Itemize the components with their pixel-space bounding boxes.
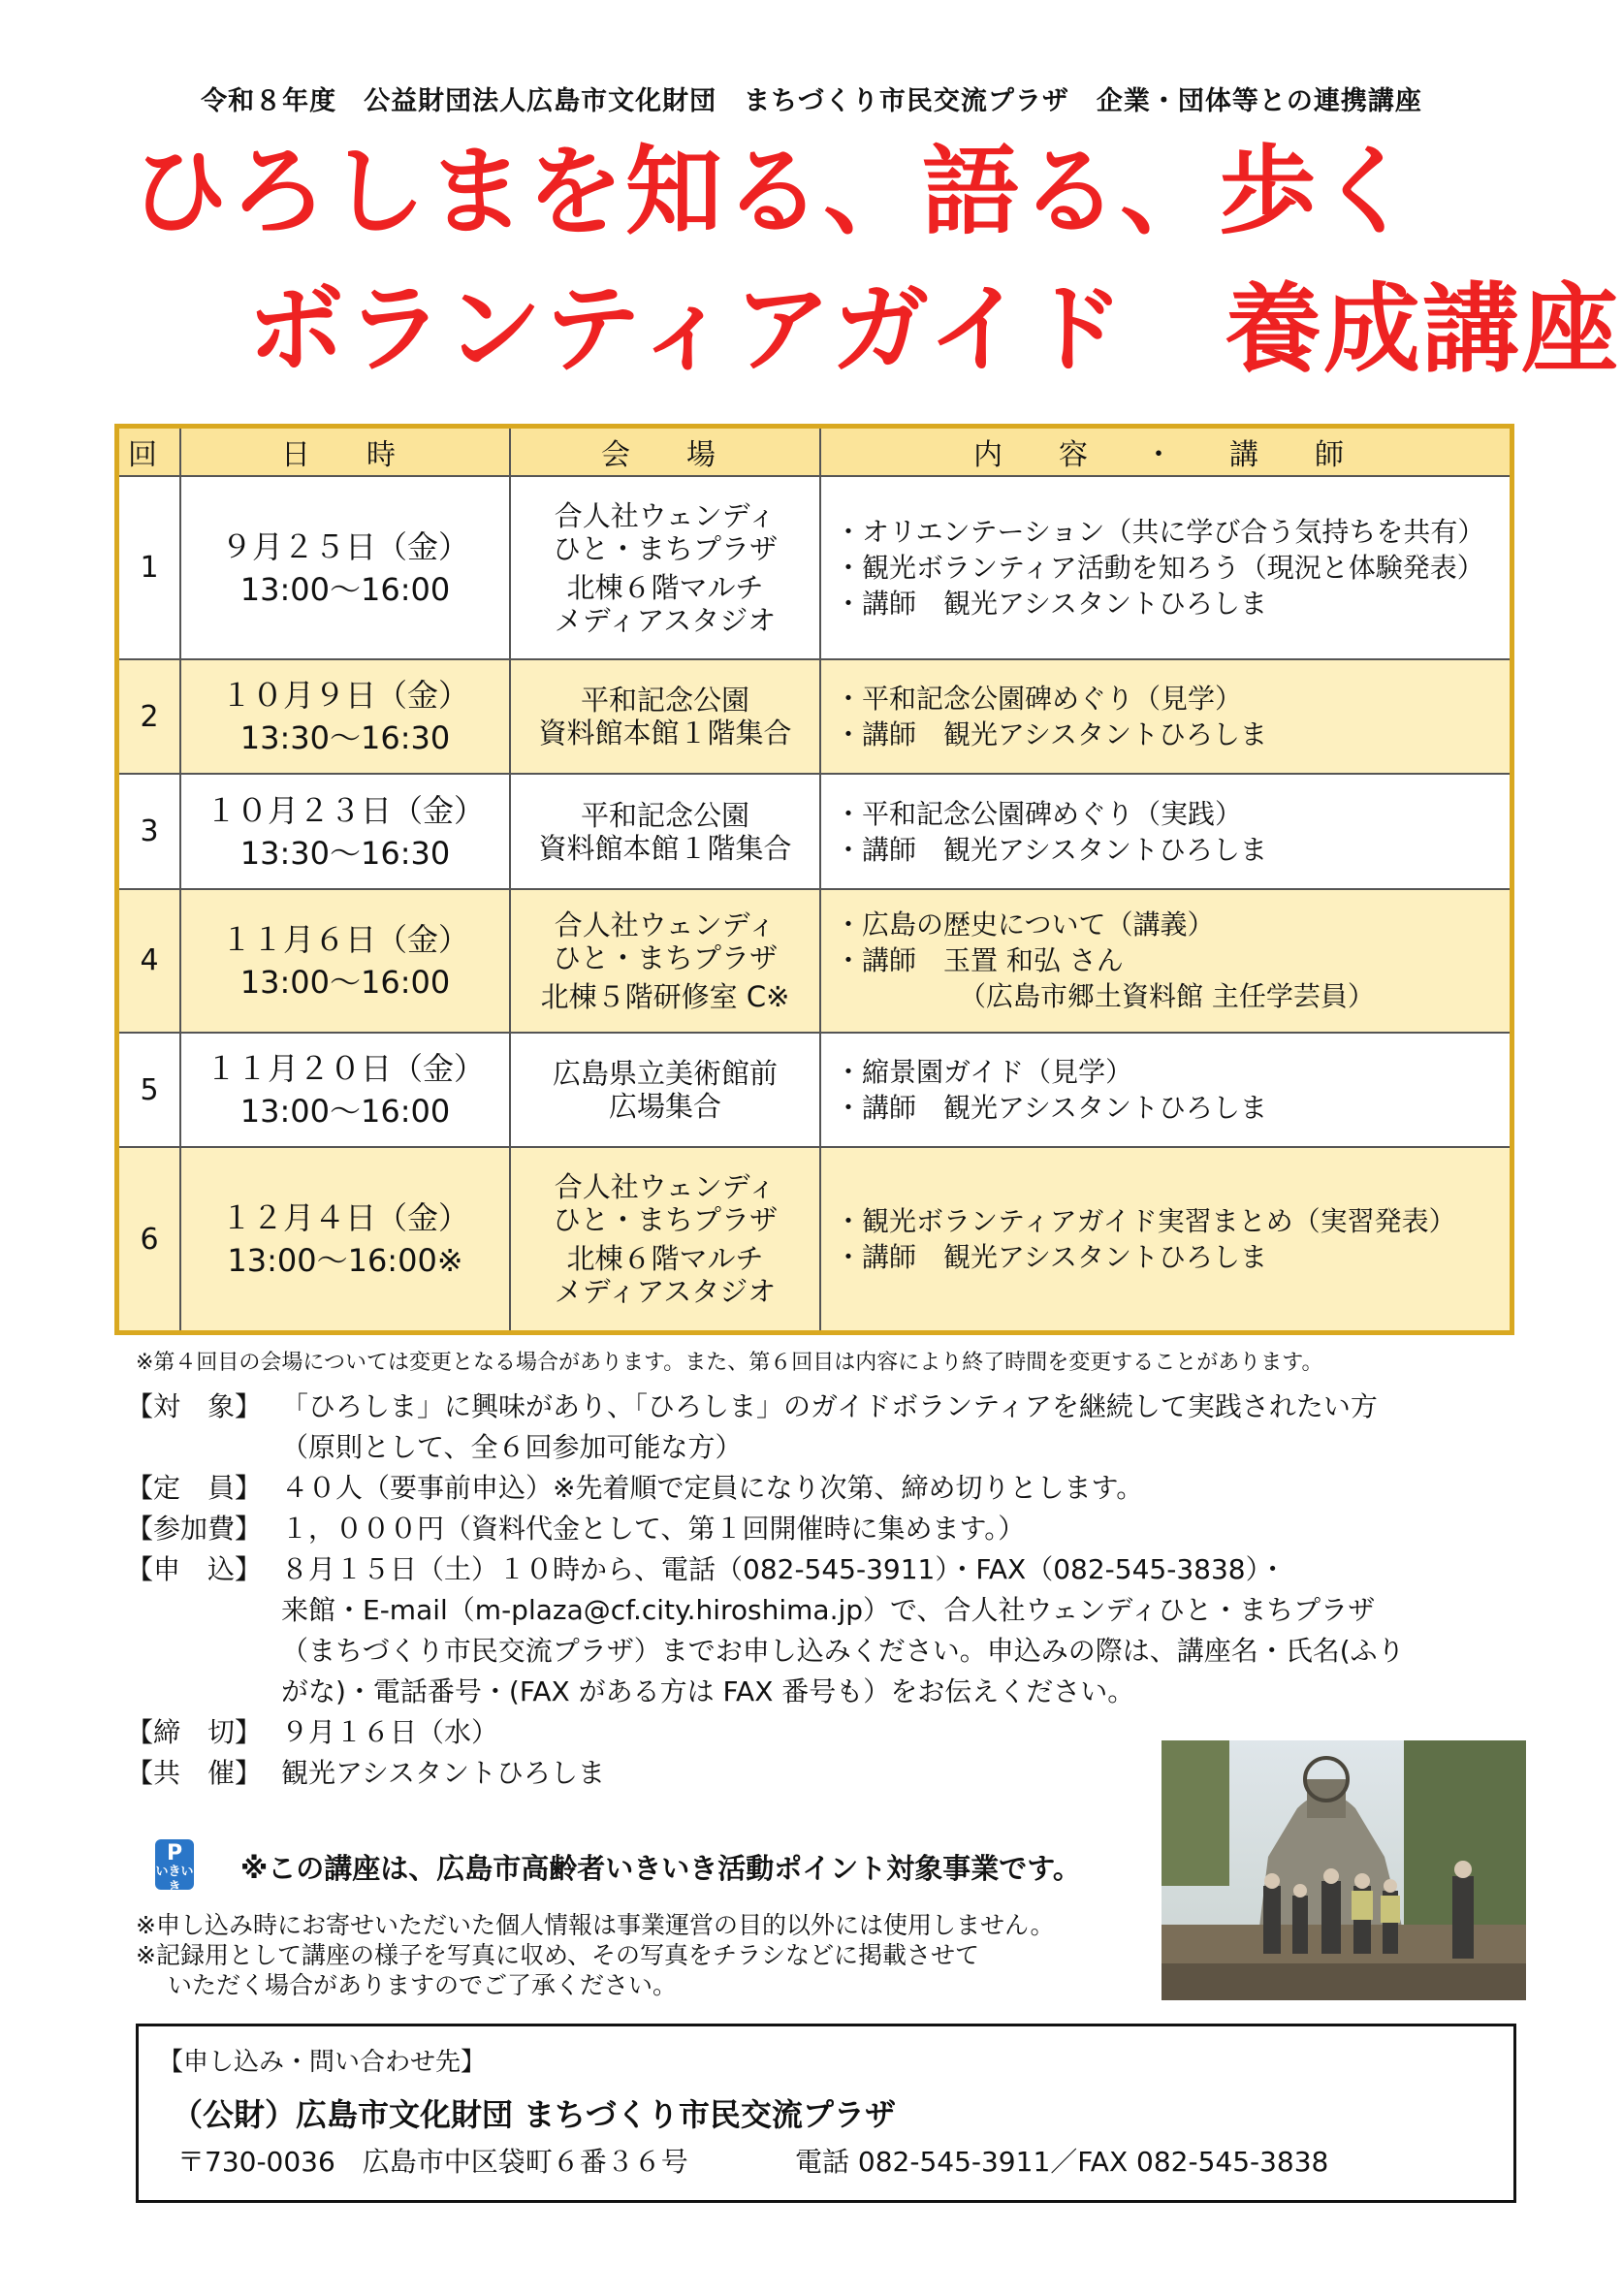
- session-time: 13:30～16:30: [239, 719, 451, 757]
- session-number: 5: [117, 1033, 181, 1147]
- table-row: [117, 659, 1512, 774]
- info-row-apply-cont: [126, 1672, 1522, 1712]
- session-venue: [510, 1033, 820, 1147]
- session-time: 13:00～16:00: [239, 570, 451, 608]
- point-program-note: ※この講座は、広島市高齢者いきいき活動ポイント対象事業です。: [240, 1852, 1081, 1885]
- table-row: [117, 774, 1512, 888]
- info-value: ４０人（要事前申込）※先着順で定員になり次第、締め切りとします。: [281, 1472, 1144, 1504]
- info-row-apply-cont: [126, 1631, 1522, 1672]
- info-value: 「ひろしま」に興味があり、「ひろしま」のガイドボランティアを継続して実践されたい方: [281, 1390, 1378, 1422]
- info-value: 来館・E-mail（m-plaza@cf.city.hiroshima.jp）で、合人社ウェンディひと・まちプラザ: [281, 1594, 1376, 1626]
- note-line: いただく場合がありますのでご了承ください。: [168, 1971, 678, 1999]
- venue-line: メディアスタジオ: [554, 1275, 777, 1309]
- atomic-bomb-dome-photo: [1162, 1740, 1526, 2000]
- venue-line: 合人社ウェンディ: [554, 908, 777, 941]
- venue-line: 北棟６階マルチ: [566, 570, 764, 604]
- venue-line: 資料館本館１階集合: [538, 831, 792, 865]
- session-datetime: [180, 1147, 510, 1332]
- content-line: ・講師 観光アシスタントひろしま: [835, 588, 1268, 621]
- privacy-notes: [136, 1910, 1054, 2000]
- venue-line: 平和記念公園: [580, 684, 749, 718]
- session-date: ９月２５日（金）: [220, 527, 469, 565]
- table-row: [117, 1147, 1512, 1332]
- info-value: 観光アシスタントひろしま: [281, 1757, 606, 1789]
- top-header-line: 令和８年度 公益財団法人広島市文化財団 まちづくり市民交流プラザ 企業・団体等との連携講座: [201, 86, 1422, 116]
- session-content: [820, 1033, 1512, 1147]
- content-line: ・講師 観光アシスタントひろしま: [835, 1241, 1268, 1274]
- session-venue: [510, 1147, 820, 1332]
- session-datetime: [180, 774, 510, 888]
- contact-box: [136, 2024, 1516, 2203]
- session-content: [820, 476, 1512, 659]
- venue-line: ひと・まちプラザ: [552, 531, 778, 565]
- contact-phone: 電話 082-545-3911／FAX 082-545-3838: [795, 2146, 1329, 2178]
- content-line: ・オリエンテーション（共に学び合う気持ちを共有）: [835, 516, 1485, 549]
- venue-line: ひと・まちプラザ: [552, 1203, 778, 1237]
- content-line: ・縮景園ガイド（見学）: [835, 1056, 1133, 1089]
- content-line: ・観光ボランティアガイド実習まとめ（実習発表）: [835, 1205, 1456, 1238]
- session-datetime: [180, 476, 510, 659]
- info-value: １，０００円（資料代金として、第１回開催時に集めます。）: [281, 1513, 1026, 1545]
- content-line: ・平和記念公園碑めぐり（見学）: [835, 683, 1243, 716]
- info-value: （まちづくり市民交流プラザ）までお申し込みください。申込みの際は、講座名・氏名(ふり: [281, 1635, 1405, 1667]
- info-row-capacity: [126, 1468, 1522, 1509]
- info-label: 【参加費】: [126, 1513, 263, 1545]
- session-content: [820, 774, 1512, 888]
- info-label: 【対 象】: [126, 1390, 263, 1422]
- content-line: ・講師 観光アシスタントひろしま: [835, 718, 1268, 751]
- info-row-target-cont: [126, 1427, 1522, 1468]
- info-row-apply: [126, 1549, 1522, 1590]
- info-value: ９月１６日（水）: [281, 1716, 499, 1748]
- session-content: [820, 1147, 1512, 1332]
- note-line: ※記録用として講座の様子を写真に収め、その写真をチラシなどに掲載させて: [136, 1941, 979, 1969]
- ikiiki-point-icon: P いきいき: [155, 1841, 194, 1895]
- session-date: １０月９日（金）: [220, 677, 469, 715]
- info-row-target: [126, 1387, 1522, 1427]
- info-label: 【共 催】: [126, 1757, 263, 1789]
- session-datetime: [180, 1033, 510, 1147]
- content-line: ・平和記念公園碑めぐり（実践）: [835, 797, 1243, 830]
- header-content: 内 容 ・ 講 師: [820, 427, 1512, 477]
- info-row-apply-cont: [126, 1590, 1522, 1631]
- session-number: 1: [117, 476, 181, 659]
- main-title-line1: ひろしまを知る、語る、歩く: [131, 135, 1416, 248]
- content-line: （広島市郷土資料館 主任学芸員）: [959, 980, 1375, 1013]
- content-line: ・観光ボランティア活動を知ろう（現況と体験発表）: [835, 552, 1484, 585]
- session-venue: [510, 476, 820, 659]
- info-value: ８月１５日（土）１０時から、電話（082-545-3911）・FAX（082-545-3838）・: [281, 1553, 1287, 1585]
- info-label: 【定 員】: [126, 1472, 263, 1504]
- session-time: 13:00～16:00※: [227, 1242, 463, 1280]
- session-number: 3: [117, 774, 181, 888]
- table-row: [117, 889, 1512, 1033]
- main-title-line2: ボランティアガイド 養成講座: [247, 272, 1620, 386]
- session-venue: [510, 774, 820, 888]
- session-datetime: [180, 659, 510, 774]
- info-section: [126, 1387, 1522, 1794]
- session-date: １０月２３日（金）: [205, 791, 485, 829]
- header-venue: 会 場: [510, 427, 820, 477]
- info-row-fee: [126, 1509, 1522, 1549]
- session-datetime: [180, 889, 510, 1033]
- session-date: １２月４日（金）: [220, 1199, 469, 1237]
- contact-address: 〒730-0036 広島市中区袋町６番３６号: [177, 2146, 688, 2178]
- session-date: １１月２０日（金）: [205, 1050, 485, 1088]
- session-date: １１月６日（金）: [220, 920, 469, 958]
- session-venue: [510, 659, 820, 774]
- session-time: 13:00～16:00: [239, 1093, 451, 1131]
- info-value: （原則として、全６回参加可能な方）: [281, 1431, 743, 1463]
- contact-heading: 【申し込み・問い合わせ先】: [158, 2048, 487, 2077]
- info-label: 【締 切】: [126, 1716, 263, 1748]
- venue-line: 資料館本館１階集合: [538, 717, 792, 750]
- session-time: 13:00～16:00: [239, 963, 451, 1001]
- session-number: 4: [117, 889, 181, 1033]
- table-row: [117, 476, 1512, 659]
- content-line: ・講師 観光アシスタントひろしま: [835, 833, 1268, 866]
- venue-line: 合人社ウェンディ: [554, 1170, 777, 1204]
- session-content: [820, 659, 1512, 774]
- note-line: ※申し込み時にお寄せいただいた個人情報は事業運営の目的以外には使用しません。: [136, 1911, 1055, 1939]
- header-date: 日 時: [180, 427, 510, 477]
- session-number: 2: [117, 659, 181, 774]
- session-content: [820, 889, 1512, 1033]
- header-num: 回: [117, 427, 181, 477]
- content-line: ・講師 観光アシスタントひろしま: [835, 1092, 1268, 1125]
- schedule-table: [114, 424, 1514, 1335]
- venue-line: 北棟５階研修室 C※: [540, 979, 790, 1013]
- contact-organization: （公財）広島市文化財団 まちづくり市民交流プラザ: [172, 2096, 896, 2133]
- info-label: 【申 込】: [126, 1553, 263, 1585]
- venue-line: メディアスタジオ: [554, 603, 777, 637]
- content-line: ・講師 玉置 和弘 さん: [835, 944, 1124, 977]
- session-time: 13:30～16:30: [239, 834, 451, 872]
- session-venue: [510, 889, 820, 1033]
- venue-line: 広島県立美術館前: [552, 1057, 778, 1091]
- info-value: がな)・電話番号・(FAX がある方は FAX 番号も）をお伝えください。: [281, 1675, 1135, 1707]
- venue-line: 広場集合: [608, 1090, 721, 1124]
- table-row: [117, 1033, 1512, 1147]
- venue-line: 合人社ウェンディ: [554, 498, 777, 532]
- venue-line: 北棟６階マルチ: [566, 1242, 764, 1276]
- content-line: ・広島の歴史について（講義）: [835, 909, 1215, 941]
- venue-line: 平和記念公園: [580, 798, 749, 832]
- schedule-note: ※第４回目の会場については変更となる場合があります。また、第６回目は内容により終了時間を変更することがあります。: [136, 1351, 1323, 1375]
- venue-line: ひと・まちプラザ: [552, 941, 778, 974]
- session-number: 6: [117, 1147, 181, 1332]
